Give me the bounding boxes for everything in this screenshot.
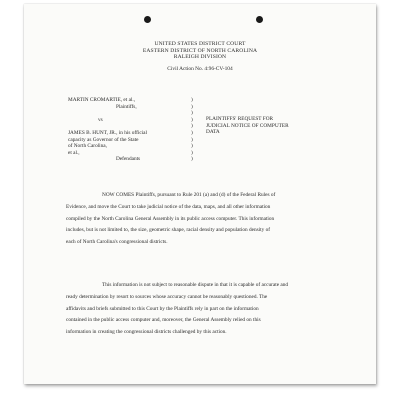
paragraph-line: Evidence, and move the Court to take judicial notice of the data, maps, and all other information: [66, 203, 271, 210]
bracket: ): [191, 123, 193, 130]
body-paragraph-1: [66, 190, 352, 249]
versus-label: vs: [98, 116, 103, 123]
defendant-line-4: et al.,: [68, 149, 80, 156]
defendant-line-3: of North Carolina,: [68, 143, 107, 150]
binder-hole-left: [144, 16, 151, 23]
court-name: UNITED STATES DISTRICT COURT: [154, 41, 246, 47]
civil-action-number: Civil Action No. 4:96-CV-104: [167, 66, 233, 72]
case-caption-parties: [68, 97, 147, 163]
court-header: [24, 41, 376, 61]
bracket: ): [191, 103, 193, 110]
bracket: ): [191, 143, 193, 150]
defendant-line-2: capacity as Governor of the State: [68, 136, 139, 143]
plaintiffs-name: MARTIN CROMARTIE, et al.,: [68, 97, 136, 103]
bracket: ): [191, 129, 193, 136]
paragraph-line: affidavits and briefs submitted to this Court by the Plaintiffs rely in part on the information: [66, 305, 259, 312]
document-page: [24, 4, 376, 384]
binder-hole-right: [256, 16, 263, 23]
paragraph-line: contained in the public access computer and, moreover, the General Assembly relied on this: [66, 317, 261, 324]
bracket: ): [191, 110, 193, 117]
court-division: RALEIGH DIVISION: [173, 54, 227, 61]
paragraph-line: information in creating the congressional districts challenged by this action.: [66, 329, 227, 336]
paragraph-line: each of North Carolina's congressional districts.: [66, 239, 168, 246]
court-district: EASTERN DISTRICT OF NORTH CAROLINA: [142, 47, 258, 54]
paragraph-line: compiled by the North Carolina General Assembly in its public access computer. This information: [66, 215, 275, 222]
document-title: [206, 116, 289, 136]
paragraph-line: This information is not subject to reasonable dispute in that it is capable of accurate and: [102, 282, 289, 288]
document-title-line-2: JUDICIAL NOTICE OF COMPUTER: [206, 122, 289, 129]
bracket: ): [191, 149, 193, 156]
paragraph-line: ready determination by resort to sources whose accuracy cannot be reasonably questioned. The: [66, 293, 268, 300]
caption-brackets: [191, 97, 193, 163]
bracket: ): [191, 116, 193, 123]
body-paragraph-2: [66, 280, 352, 339]
bracket: ): [191, 136, 193, 143]
document-title-line-3: DATA: [206, 129, 220, 136]
bracket: ): [191, 156, 193, 163]
defendant-line-1: JAMES B. HUNT, JR., in his official: [68, 129, 147, 136]
plaintiffs-label: Plaintiffs,: [116, 103, 137, 110]
defendants-label: Defendants: [116, 156, 141, 163]
paragraph-line: includes, but is not limited to, the size, geometric shape, racial density and population density of: [66, 227, 271, 234]
bracket: ): [191, 97, 193, 103]
document-title-line-1: PLAINTIFFS' REQUEST FOR: [206, 116, 274, 122]
paragraph-line: NOW COMES Plaintiffs, pursuant to Rule 201 (a) and (d) of the Federal Rules of: [102, 192, 276, 198]
